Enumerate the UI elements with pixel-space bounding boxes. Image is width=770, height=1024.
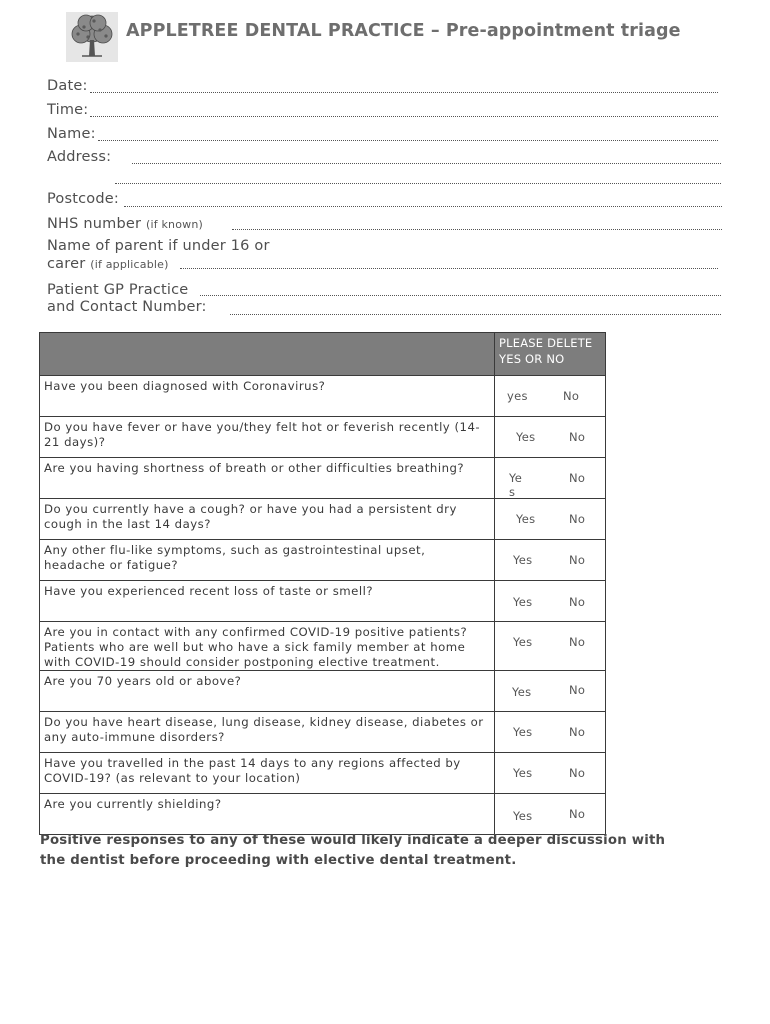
gp-practice-field[interactable] bbox=[200, 295, 721, 296]
question-text: Do you have fever or have you/they felt hot or feverish recently (14-21 days)? bbox=[40, 417, 495, 458]
no-option[interactable]: No bbox=[569, 807, 586, 821]
nhs-number-note: (if known) bbox=[145, 218, 204, 231]
footer-note: Positive responses to any of these would likely indicate a deeper discussion with the dentist before proceeding with elective dental treatment. bbox=[40, 833, 666, 868]
time-field[interactable] bbox=[90, 116, 718, 117]
yes-option[interactable]: Yes bbox=[516, 430, 536, 444]
answer-cell[interactable] bbox=[495, 458, 606, 499]
table-row bbox=[40, 540, 606, 581]
no-option[interactable]: No bbox=[569, 512, 586, 526]
answer-cell[interactable] bbox=[495, 581, 606, 622]
yes-option[interactable]: Ye s bbox=[509, 471, 523, 499]
question-text: Are you in contact with any confirmed COVID-19 positive patients? Patients who are well but who have a sick family member at home with COVID-19 should consider postponing elective treatment. bbox=[40, 622, 495, 671]
table-row bbox=[40, 794, 606, 835]
yes-option[interactable]: Yes bbox=[516, 512, 536, 526]
question-text: Are you having shortness of breath or other difficulties breathing? bbox=[40, 458, 495, 499]
page-title: APPLETREE DENTAL PRACTICE – Pre-appointment triage bbox=[126, 21, 681, 41]
yes-option[interactable]: Yes bbox=[513, 553, 533, 567]
table-row bbox=[40, 712, 606, 753]
gp-contact-label: and Contact Number: bbox=[47, 299, 207, 315]
question-text: Have you been diagnosed with Coronavirus? bbox=[40, 376, 495, 417]
answer-cell[interactable] bbox=[495, 753, 606, 794]
no-option[interactable]: No bbox=[569, 635, 586, 649]
question-text: Any other flu-like symptoms, such as gastrointestinal upset, headache or fatigue? bbox=[40, 540, 495, 581]
parent-label-line1: Name of parent if under 16 or bbox=[47, 238, 270, 254]
answer-cell[interactable] bbox=[495, 712, 606, 753]
table-row bbox=[40, 581, 606, 622]
postcode-field[interactable] bbox=[124, 206, 722, 207]
yes-option[interactable]: yes bbox=[507, 389, 528, 403]
yes-option[interactable]: Yes bbox=[513, 766, 533, 780]
question-text: Are you 70 years old or above? bbox=[40, 671, 495, 712]
name-label: Name: bbox=[47, 126, 96, 142]
parent-label-line2 bbox=[47, 256, 169, 272]
table-row bbox=[40, 671, 606, 712]
question-text: Are you currently shielding? bbox=[40, 794, 495, 835]
question-text: Have you travelled in the past 14 days to any regions affected by COVID-19? (as relevant to your location) bbox=[40, 753, 495, 794]
date-label: Date: bbox=[47, 78, 88, 94]
answer-cell[interactable] bbox=[495, 376, 606, 417]
table-header-answer: PLEASE DELETE YES OR NO bbox=[495, 333, 606, 376]
answer-cell[interactable] bbox=[495, 794, 606, 835]
no-option[interactable]: No bbox=[569, 430, 586, 444]
yes-option[interactable]: Yes bbox=[512, 685, 532, 699]
yes-option[interactable]: Yes bbox=[513, 635, 533, 649]
name-field[interactable] bbox=[98, 140, 718, 141]
address-field-line1[interactable] bbox=[132, 163, 721, 164]
question-text: Do you currently have a cough? or have you had a persistent dry cough in the last 14 days? bbox=[40, 499, 495, 540]
parent-label-text: carer bbox=[47, 256, 86, 272]
address-field-line2[interactable] bbox=[115, 183, 721, 184]
yes-option[interactable]: Yes bbox=[513, 809, 533, 823]
no-option[interactable]: No bbox=[569, 725, 586, 739]
answer-cell[interactable] bbox=[495, 417, 606, 458]
time-label: Time: bbox=[47, 102, 89, 118]
no-option[interactable]: No bbox=[569, 683, 586, 697]
answer-cell[interactable] bbox=[495, 540, 606, 581]
table-header-question-cell bbox=[40, 333, 495, 376]
nhs-number-text: NHS number bbox=[47, 216, 142, 232]
question-text: Do you have heart disease, lung disease, kidney disease, diabetes or any auto-immune disorders? bbox=[40, 712, 495, 753]
table-row bbox=[40, 458, 606, 499]
table-row bbox=[40, 622, 606, 671]
tree-logo-icon bbox=[66, 12, 118, 62]
answer-cell[interactable] bbox=[495, 671, 606, 712]
table-row bbox=[40, 753, 606, 794]
question-text: Have you experienced recent loss of taste or smell? bbox=[40, 581, 495, 622]
address-label: Address: bbox=[47, 149, 112, 165]
parent-label-note: (if applicable) bbox=[90, 258, 169, 271]
date-field[interactable] bbox=[90, 92, 718, 93]
yes-option[interactable]: Yes bbox=[513, 725, 533, 739]
no-option[interactable]: No bbox=[569, 766, 586, 780]
parent-name-field[interactable] bbox=[180, 268, 718, 269]
no-option[interactable]: No bbox=[569, 553, 586, 567]
nhs-number-label bbox=[47, 216, 203, 232]
table-header-row bbox=[40, 333, 606, 376]
answer-cell[interactable] bbox=[495, 622, 606, 671]
yes-option[interactable]: Yes bbox=[513, 595, 533, 609]
no-option[interactable]: No bbox=[569, 595, 586, 609]
table-row bbox=[40, 376, 606, 417]
answer-cell[interactable] bbox=[495, 499, 606, 540]
table-row bbox=[40, 417, 606, 458]
postcode-label: Postcode: bbox=[47, 191, 119, 207]
table-row bbox=[40, 499, 606, 540]
nhs-number-field[interactable] bbox=[232, 229, 722, 230]
triage-table bbox=[39, 332, 606, 835]
gp-practice-label: Patient GP Practice bbox=[47, 282, 189, 298]
no-option[interactable]: No bbox=[563, 389, 580, 403]
no-option[interactable]: No bbox=[569, 471, 586, 485]
gp-contact-field[interactable] bbox=[230, 314, 721, 315]
